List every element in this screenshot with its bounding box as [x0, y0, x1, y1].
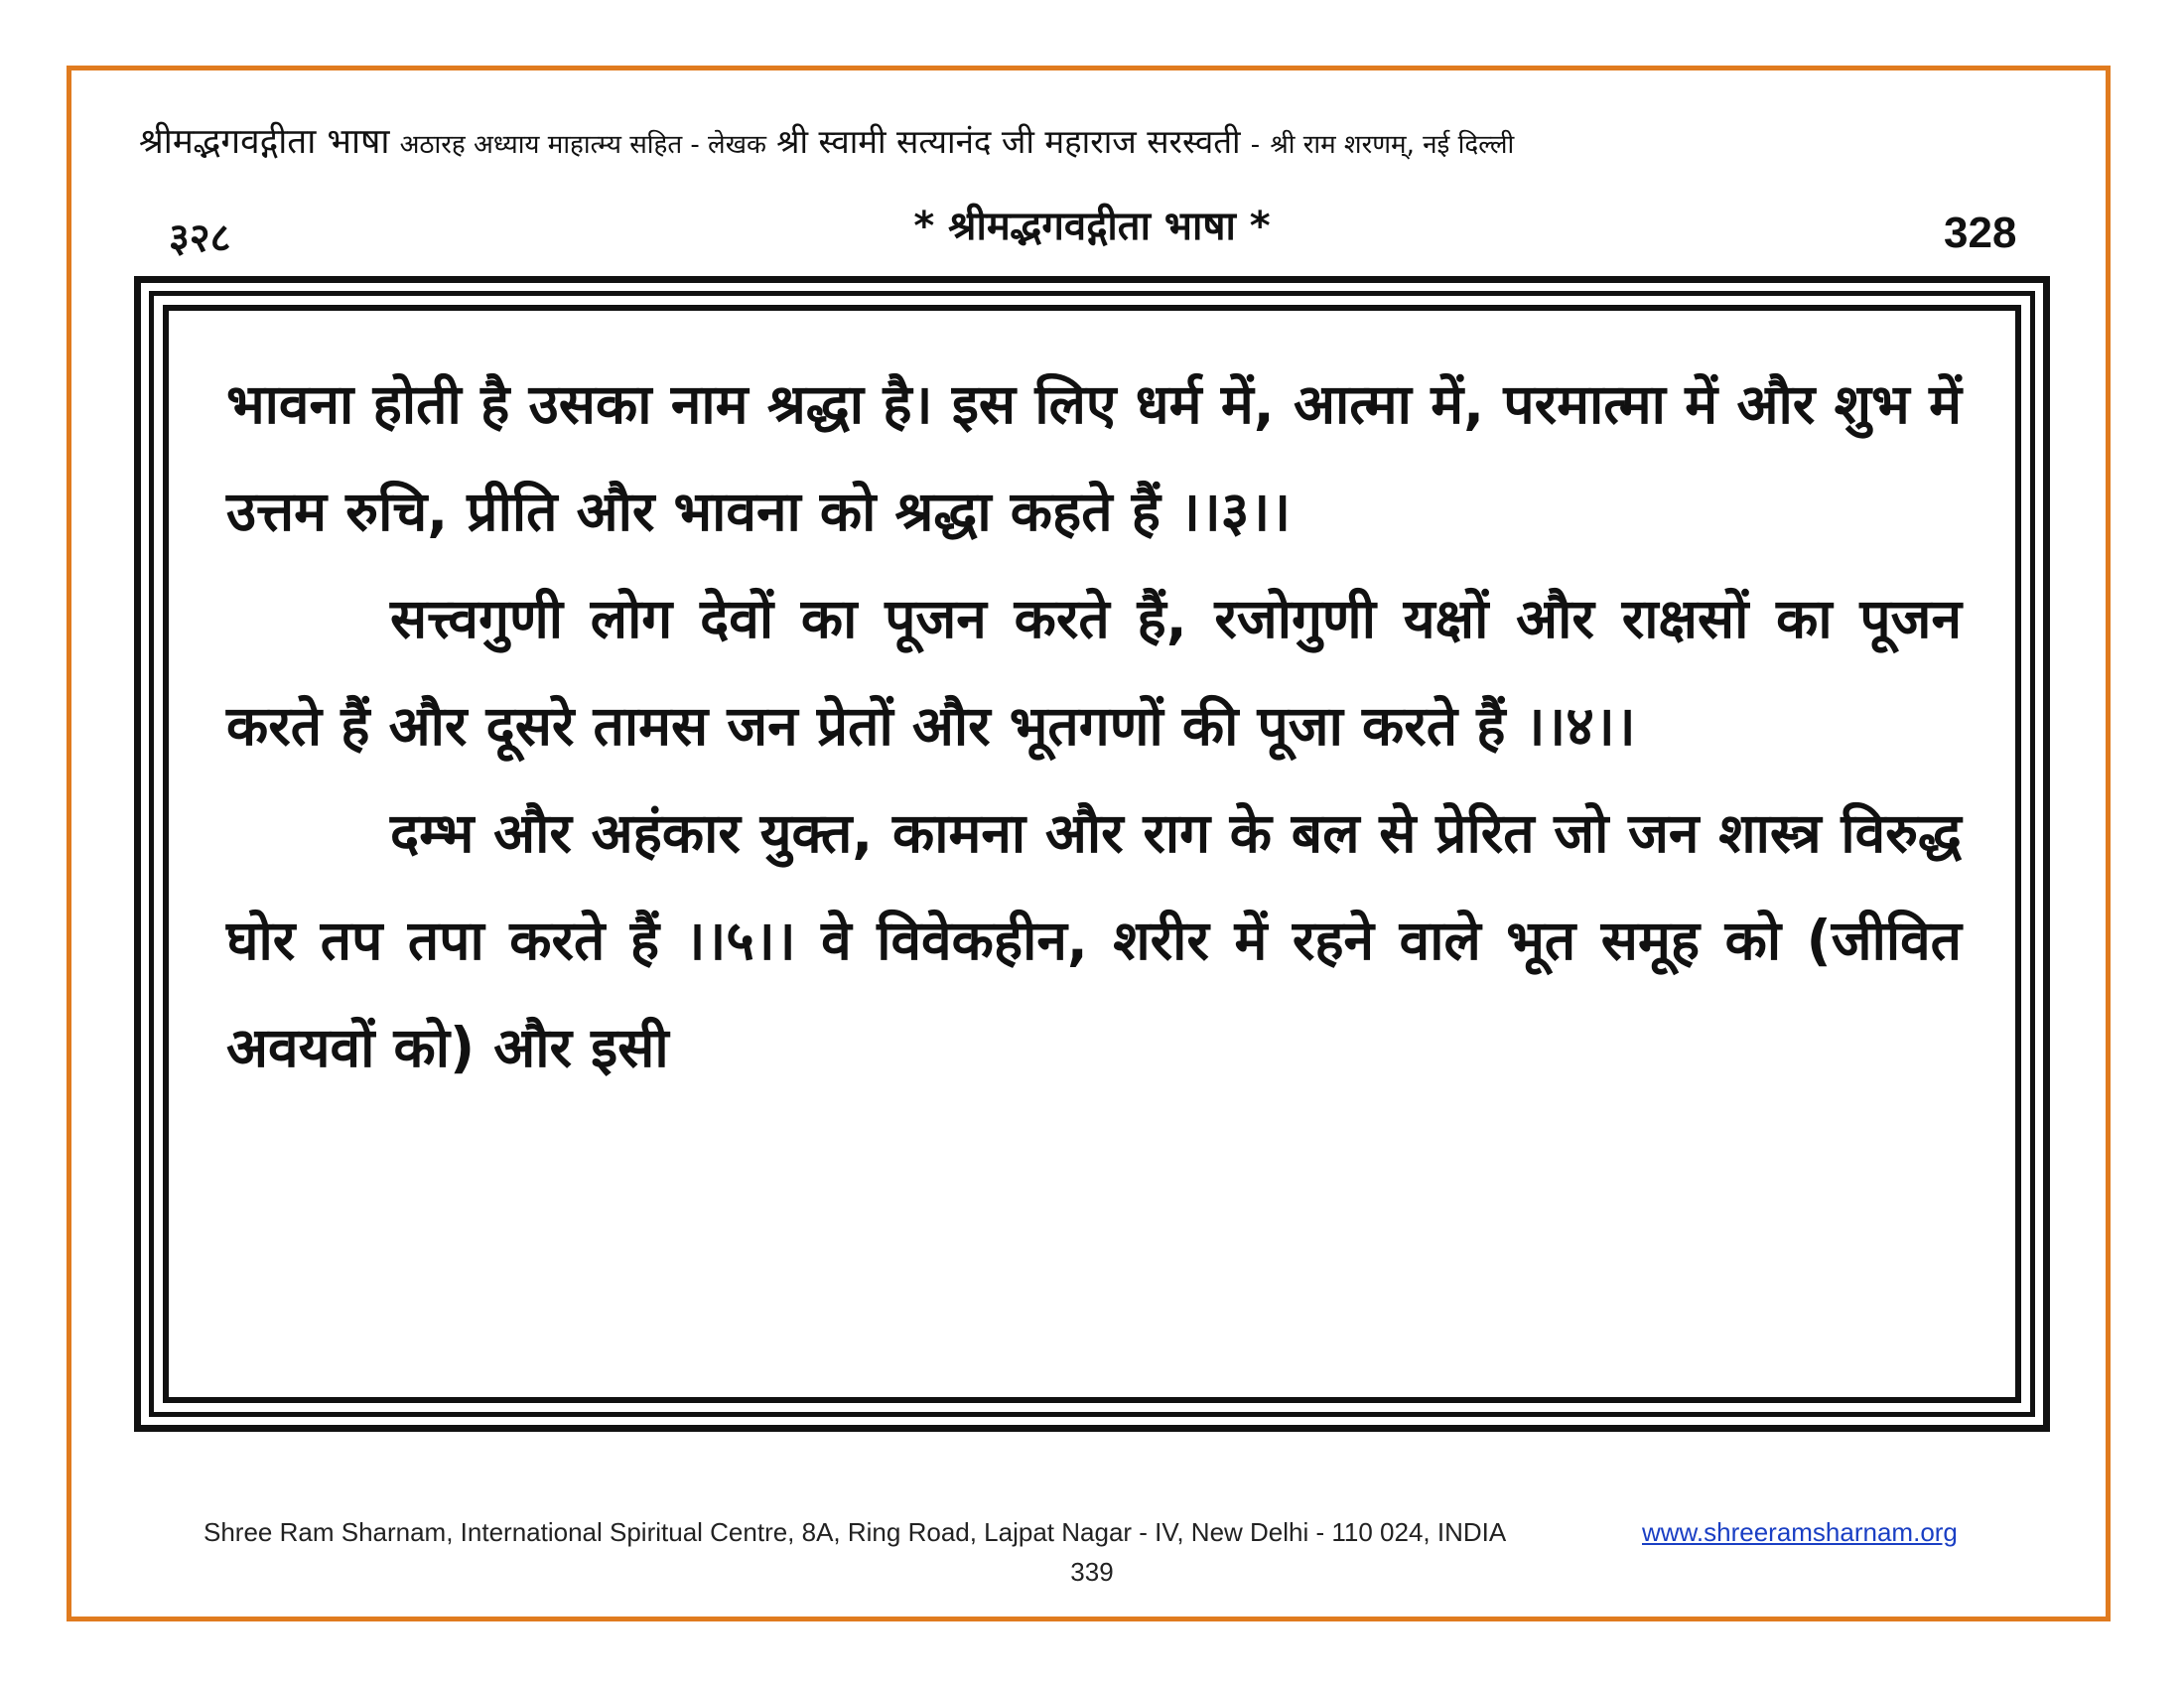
running-title — [139, 117, 2065, 170]
footer-page-number: 339 — [1070, 1557, 1114, 1587]
website-link[interactable]: www.shreeramsharnam.org — [1642, 1517, 1958, 1547]
paragraph-3: दम्भ और अहंकार युक्त, कामना और राग के बल से प्रेरित जो जन शास्त्र विरुद्ध घोर तप तपा करते हैं ।।५।। वे विवेकहीन, शरीर में रहने वाले भूत समूह को (जीवित अवयवों को) और इसी — [226, 801, 1962, 1079]
footer-address: Shree Ram Sharnam, International Spiritual Centre, 8A, Ring Road, Lajpat Nagar - IV, New Delhi - 110 024, INDIA — [204, 1517, 1507, 1547]
book-subtitle: अठारह अध्याय माहात्म्य सहित - लेखक — [399, 130, 766, 160]
page-number-devanagari: ३२८ — [169, 215, 231, 261]
author-name: श्री स्वामी सत्यानंद जी महाराज सरस्वती — [776, 122, 1241, 161]
text-box-inner-rule — [163, 305, 2021, 1403]
publisher-name: श्री राम शरणम्, नई दिल्ली — [1270, 130, 1515, 160]
page-heading: * श्रीमद्भगवद्गीता भाषा * — [913, 204, 1271, 249]
book-title: श्रीमद्भगवद्गीता भाषा — [139, 122, 390, 162]
page-number-latin: 328 — [1944, 209, 2017, 257]
title-separator: - — [1250, 130, 1261, 160]
paragraph-2: सत्त्वगुणी लोग देवों का पूजन करते हैं, रजोगुणी यक्षों और राक्षसों का पूजन करते हैं और दूसरे तामस जन प्रेतों और भूतगणों की पूजा करते हैं ।।४।। — [226, 587, 1962, 758]
text-box-border — [134, 276, 2050, 1432]
verse-text — [226, 351, 1962, 1101]
paragraph-1: भावना होती है उसका नाम श्रद्धा है। इस लिए धर्म में, आत्मा में, परमात्मा में और शुभ में उत्तम रुचि, प्रीति और भावना को श्रद्धा कहते हैं ।।३।। — [226, 372, 1962, 543]
text-box-middle-rule — [149, 291, 2035, 1417]
